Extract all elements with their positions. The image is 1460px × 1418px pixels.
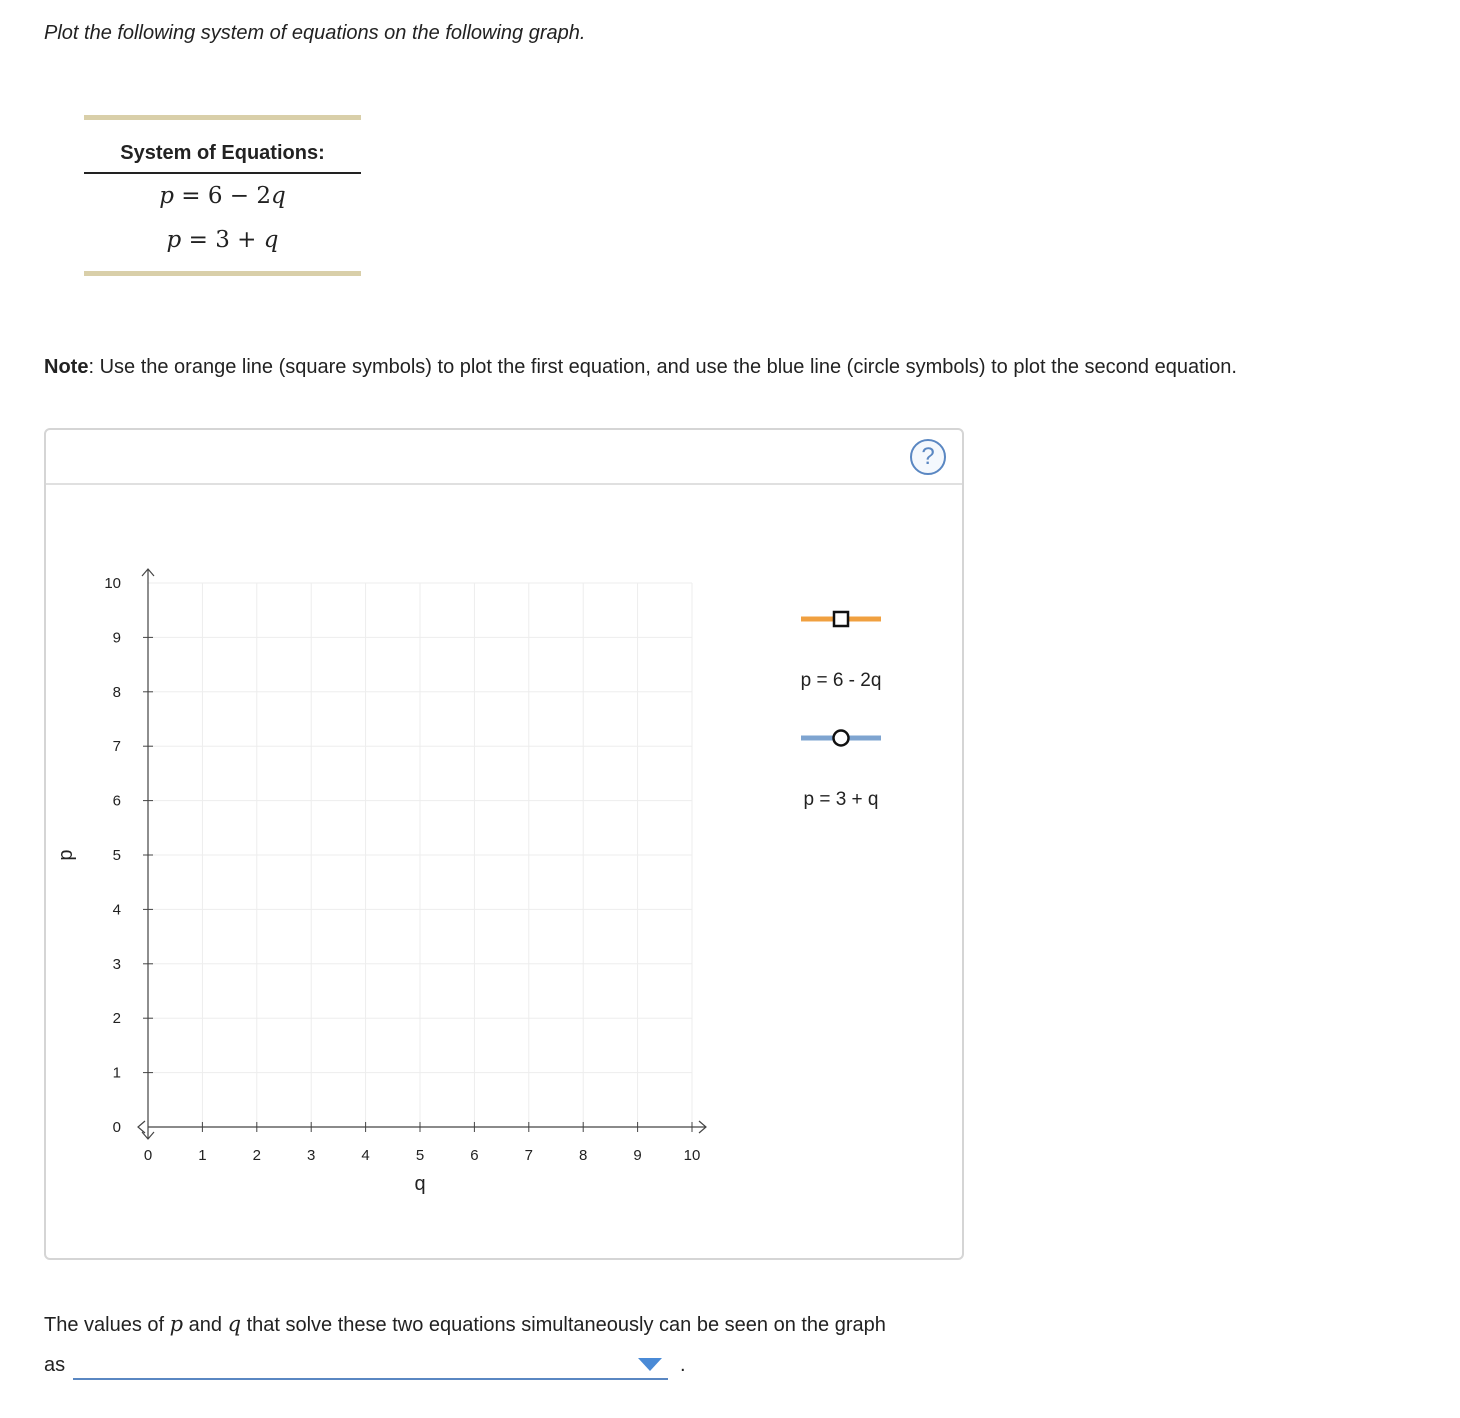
- help-button[interactable]: ?: [910, 439, 946, 475]
- instruction-text: Plot the following system of equations on the following graph.: [44, 22, 586, 44]
- eq1-rhs: 6 − 2: [207, 183, 272, 209]
- square-marker-icon[interactable]: [834, 612, 848, 626]
- eq2-lhs: p: [166, 227, 182, 253]
- circle-marker-icon[interactable]: [834, 731, 849, 746]
- x-tick-label: 10: [683, 1147, 701, 1164]
- sentence-period: .: [680, 1354, 686, 1376]
- solution-sentence: [44, 1312, 886, 1337]
- sentence-post: that solve these two equations simultaneously can be seen on the graph: [241, 1314, 886, 1336]
- chevron-down-icon[interactable]: [638, 1358, 662, 1371]
- note-body: : Use the orange line (square symbols) to plot the first equation, and use the blue line (circle symbols) to plot the second equation.: [88, 356, 1237, 378]
- y-tick-label: 10: [104, 575, 121, 592]
- eq1-lhs: p: [159, 183, 174, 209]
- x-tick-label: 4: [361, 1147, 370, 1164]
- y-tick-label: 4: [112, 901, 121, 919]
- eq1-var: q: [271, 183, 286, 209]
- legend-label: p = 3 + q: [803, 789, 879, 810]
- y-axis-label: p: [55, 849, 77, 861]
- x-tick-label: 8: [579, 1147, 588, 1164]
- graph-panel: [44, 428, 964, 1260]
- equations-table: [84, 115, 361, 276]
- note-text: [44, 356, 1237, 379]
- eq2-var: q: [263, 227, 279, 253]
- y-tick-label: 8: [112, 683, 121, 701]
- var-q: q: [227, 1312, 242, 1336]
- note-label: Note: [44, 356, 89, 378]
- y-tick-label: 3: [112, 955, 121, 973]
- x-tick-label: 3: [307, 1147, 316, 1164]
- sentence-and: and: [183, 1314, 228, 1336]
- y-tick-label: 0: [112, 1119, 121, 1136]
- answer-dropdown[interactable]: [73, 1354, 668, 1380]
- y-tick-label: 6: [112, 792, 121, 810]
- x-tick-label: 2: [252, 1147, 261, 1164]
- y-tick-label: 7: [112, 738, 121, 756]
- x-axis-label: q: [414, 1173, 426, 1195]
- graph-plot[interactable]: [46, 430, 962, 1258]
- y-tick-label: 2: [112, 1010, 121, 1028]
- sentence-pre: The values of: [44, 1314, 170, 1336]
- table-bottom-rule: [84, 271, 361, 276]
- y-tick-label: 5: [112, 847, 121, 864]
- as-label: as: [44, 1354, 66, 1376]
- equation-2: p = 3 + q: [166, 227, 279, 253]
- x-tick-label: 7: [524, 1147, 533, 1164]
- legend-label: p = 6 - 2q: [800, 670, 882, 691]
- eq2-rhs: 3 +: [215, 227, 264, 253]
- x-tick-label: 0: [143, 1147, 153, 1164]
- var-p: p: [169, 1312, 184, 1336]
- x-axis-arrow-left-icon: [138, 1121, 145, 1133]
- y-tick-label: 1: [112, 1064, 121, 1082]
- equations-header: System of Equations:: [84, 120, 361, 174]
- x-tick-label: 6: [470, 1147, 479, 1164]
- x-tick-label: 5: [415, 1147, 425, 1164]
- y-tick-label: 9: [112, 629, 121, 647]
- x-tick-label: 9: [633, 1147, 642, 1164]
- equation-1: p = 6 − 2q: [159, 183, 286, 209]
- x-tick-label: 1: [198, 1147, 207, 1164]
